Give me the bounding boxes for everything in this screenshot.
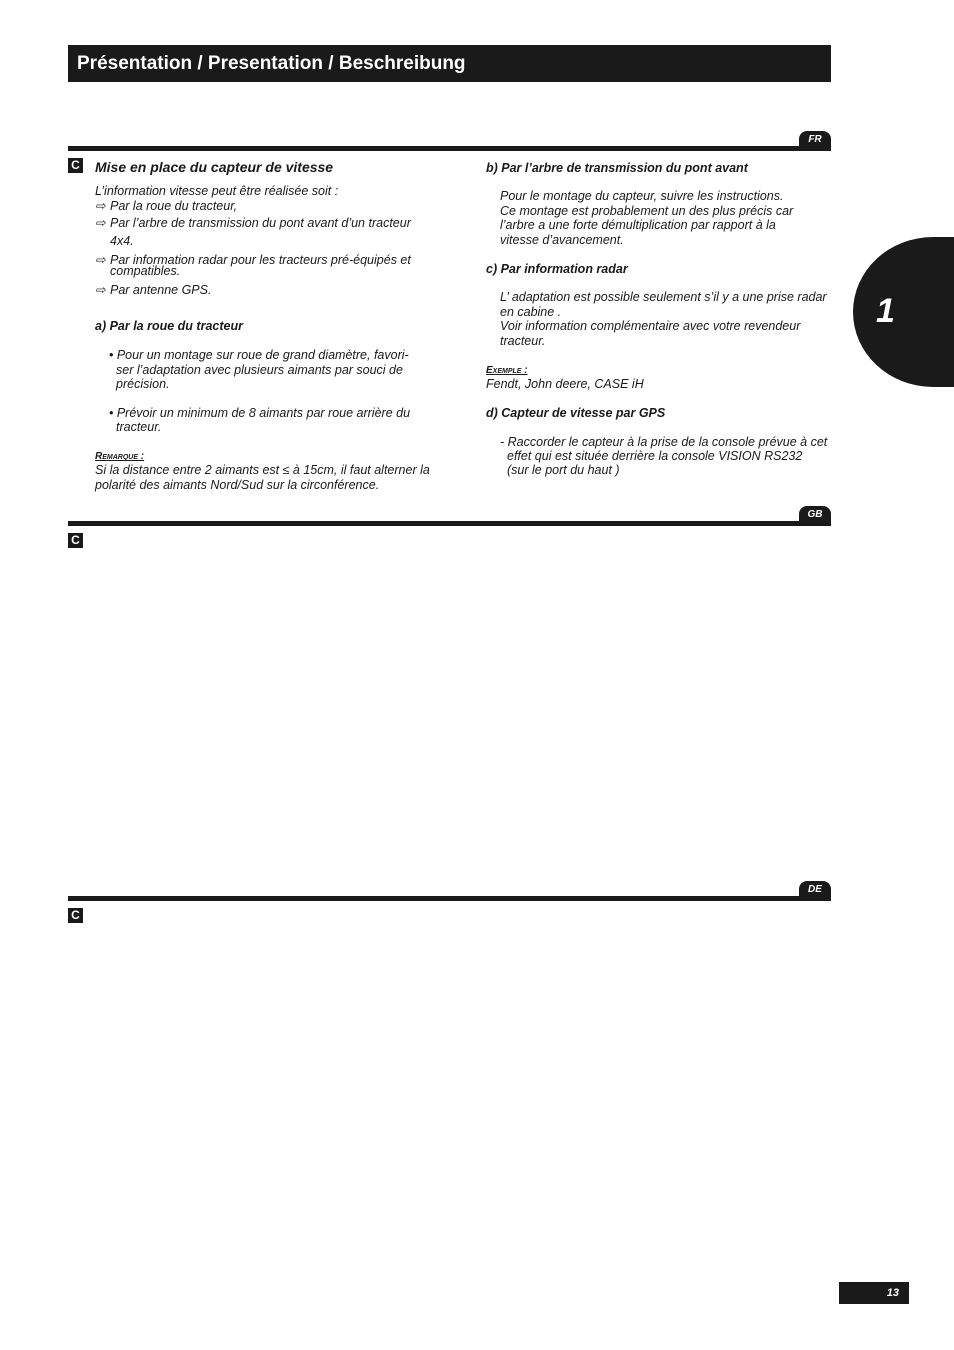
remark-label: Remarque : — [95, 451, 145, 462]
section-marker-de: C — [68, 908, 83, 923]
subheading-d: d) Capteur de vitesse par GPS — [486, 406, 666, 420]
paragraph-line: l’arbre a une forte démultiplication par rapport à la — [500, 218, 776, 232]
subheading-b: b) Par l’arbre de transmission du pont avant — [486, 161, 748, 175]
arrow-icon: ⇨ — [95, 253, 106, 267]
paragraph-line: tracteur. — [500, 334, 546, 348]
arrow-icon: ⇨ — [95, 216, 106, 230]
page-number: 13 — [839, 1282, 909, 1304]
section-marker-gb: C — [68, 533, 83, 548]
bullet-line: tracteur. — [116, 420, 162, 434]
paragraph-line: Voir information complémentaire avec votre revendeur — [500, 319, 801, 333]
language-tab-de: DE — [799, 881, 831, 898]
language-tab-gb: GB — [799, 506, 831, 523]
page-title: Présentation / Presentation / Beschreibung — [68, 45, 831, 82]
arrow-icon: ⇨ — [95, 199, 106, 213]
list-item-continued: 4x4. — [110, 234, 134, 248]
paragraph-line: Pour le montage du capteur, suivre les instructions. — [500, 189, 784, 203]
example-label: Exemple : — [486, 365, 528, 376]
list-item: Par l’arbre de transmission du pont avant d’un tracteur — [110, 216, 411, 230]
intro-text: L’information vitesse peut être réalisée soit : — [95, 184, 339, 198]
chapter-number: 1 — [876, 292, 895, 330]
paragraph-line: en cabine . — [500, 305, 562, 319]
paragraph-line: - Raccorder le capteur à la prise de la console prévue à cet — [500, 435, 828, 449]
subheading-c: c) Par information radar — [486, 262, 628, 276]
list-item: Par antenne GPS. — [110, 283, 212, 297]
bullet-line: • Pour un montage sur roue de grand diamètre, favori- — [109, 348, 409, 362]
example-text: Fendt, John deere, CASE iH — [486, 377, 644, 391]
bullet-line: précision. — [116, 377, 170, 391]
paragraph-line: (sur le port du haut ) — [507, 463, 620, 477]
section-rule-de — [68, 896, 831, 901]
section-marker-fr: C — [68, 158, 83, 173]
paragraph-line: Ce montage est probablement un des plus précis car — [500, 204, 794, 218]
bullet-line: ser l’adaptation avec plusieurs aimants par souci de — [116, 363, 403, 377]
arrow-icon: ⇨ — [95, 283, 106, 297]
paragraph-line: vitesse d’avancement. — [500, 233, 624, 247]
section-heading: Mise en place du capteur de vitesse — [95, 159, 334, 175]
language-tab-fr: FR — [799, 131, 831, 148]
remark-text: Si la distance entre 2 aimants est ≤ à 15cm, il faut alterner la — [95, 463, 430, 477]
list-item-continued: compatibles. — [110, 264, 181, 278]
section-rule-fr — [68, 146, 831, 151]
bullet-line: • Prévoir un minimum de 8 aimants par roue arrière du — [109, 406, 411, 420]
paragraph-line: L’ adaptation est possible seulement s’il y a une prise radar — [500, 290, 827, 304]
chapter-tab — [853, 237, 954, 387]
remark-text: polarité des aimants Nord/Sud sur la circonférence. — [95, 478, 380, 492]
paragraph-line: effet qui est située derrière la console VISION RS232 — [507, 449, 803, 463]
section-rule-gb — [68, 521, 831, 526]
list-item: Par la roue du tracteur, — [110, 199, 238, 213]
subheading-a: a) Par la roue du tracteur — [95, 319, 243, 333]
list-item: Par information radar pour les tracteurs pré-équipés et — [110, 253, 411, 267]
